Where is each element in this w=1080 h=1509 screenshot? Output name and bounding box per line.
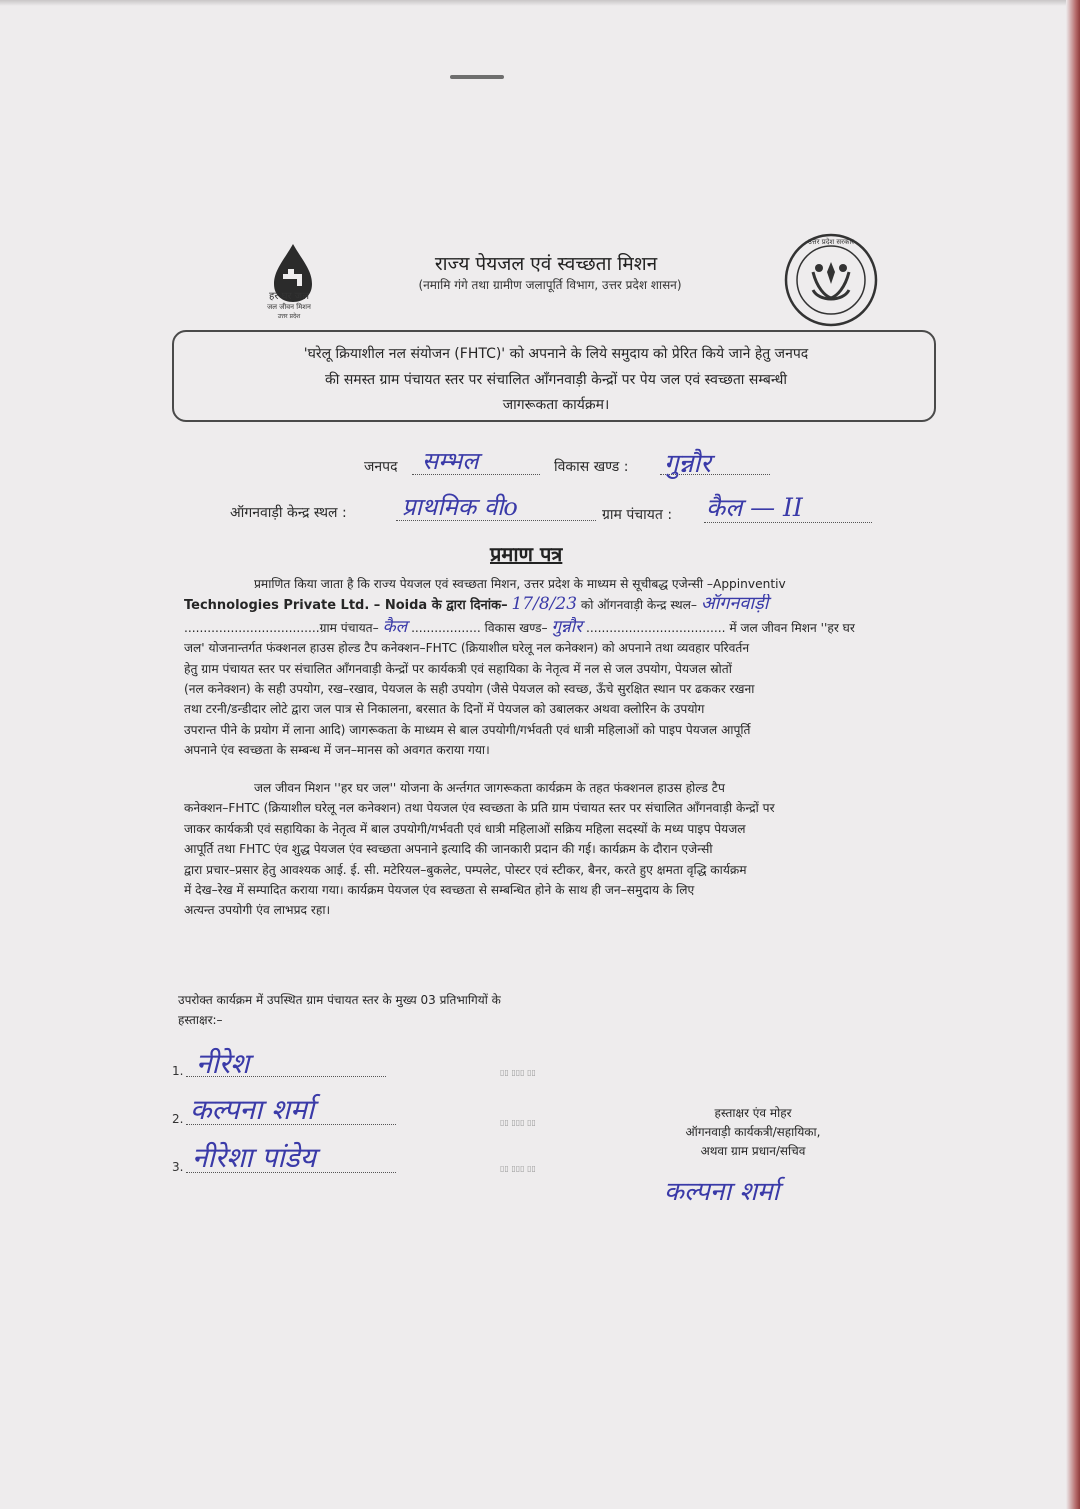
para2-line-7: अत्यन्त उपयोगी एंव लाभप्रद रहा। (184, 903, 331, 918)
para1-line-4: जल' योजनान्तर्गत फंक्शनल हाउस होल्ड टैप कनेक्शन–FHTC (क्रियाशील घरेलू नल कनेक्शन) को अपनाने तथा व्यवहार परिवर्तन (184, 641, 750, 656)
para2-line-4: आपूर्ति तथा FHTC एंव शुद्ध पेयजल एंव स्वच्छता अपनाने इत्यादि की जानकारी प्रदान की गई। कार्यक्रम के दौरान एजेन्सी (184, 842, 713, 857)
participant-1-number: 1. (172, 1064, 184, 1078)
district-value: सम्भल (422, 447, 479, 475)
para2-line-6: में देख–रेख में सम्पादित कराया गया। कार्यक्रम पेयजल एंव स्वच्छता से सम्बन्धित होने के साथ ही जन–समुदाय के लिए (184, 883, 695, 898)
participant-1-signature: नीरेश (196, 1047, 250, 1080)
participant-3 (172, 1160, 183, 1174)
agency-text: Technologies Private Ltd. – Noida के द्वारा दिनांक– (184, 598, 508, 614)
block-value: गुन्नौर (664, 449, 711, 479)
para1-line-7: तथा टरनी/डन्डीदार लोटे द्वारा जल पात्र से निकालना, बरसात के दिनों में पेयजल को उबालकर अथवा क्लोरिन के उपयोग (184, 702, 705, 717)
panchayat-text: ...................................ग्राम पंचायत– (184, 620, 379, 635)
panchayat-label: ग्राम पंचायत : (602, 507, 673, 523)
program-line-3: जागरूकता कार्यक्रम। (502, 397, 610, 413)
svg-text:उत्तर प्रदेश सरकार: उत्तर प्रदेश सरकार (807, 238, 855, 246)
para1-line-8: उपरान्त पीने के प्रयोग में लाना आदि) जागरूकता के माध्यम से बाल उपयोगी/गर्भवती एवं धात्री महिलाओं को पाइप पेयजल आपूर्ति (184, 722, 751, 737)
paper-top-shadow (0, 0, 1080, 6)
participant-2-signature: कल्पना शर्मा (190, 1093, 315, 1126)
up-government-seal-icon (783, 232, 879, 328)
certificate-paragraph-1 (184, 574, 929, 761)
para2-line-1: जल जीवन मिशन ''हर घर जल'' योजना के अर्न्तगत जागरूकता कार्यक्रम के तहत फंक्शनल हाउस होल्ड टैप (254, 781, 725, 795)
program-line-1: 'घरेलू क्रियाशील नल संयोजन (FHTC)' को अपनाने के लिये समुदाय को प्रेरित किये जाने हेतु जनपद (303, 346, 809, 362)
anganwadi-label: ऑगनवाड़ी केन्द्र स्थल : (230, 505, 347, 521)
signatures-heading (178, 990, 618, 1030)
participant-3-number: 3. (172, 1160, 184, 1174)
desk-edge (1066, 0, 1080, 1509)
program-site: ऑगनवाड़ी (700, 594, 769, 615)
para2-line-3: जाकर कार्यकत्री एवं सहायिका के नेतृत्व में बाल उपयोगी/गर्भवती एवं धात्री महिलाओं सक्रिय महिला सदस्यों के मध्य पाइप पेयजल (184, 821, 746, 836)
para1-line-3: ...................................ग्राम पंचायत– कैल .................. विकास खण्ड– गुन्नौर .................................... में जल जीवन मिशन ''हर घर (184, 616, 855, 637)
authority-line-3: अथवा ग्राम प्रधान/सचिव (700, 1144, 806, 1158)
program-line-2: की समस्त ग्राम पंचायत स्तर पर संचालित आँगनवाड़ी केन्द्रों पर पेय जल एवं स्वच्छता सम्बन्धी (324, 372, 787, 388)
block-text: विकास खण्ड– (484, 620, 548, 635)
signatures-heading-line-1: उपरोक्त कार्यक्रम में उपस्थित ग्राम पंचायत स्तर के मुख्य 03 प्रतिभागियों के (178, 993, 501, 1007)
program-panchayat: कैल (382, 616, 408, 637)
para1-line-9: अपनाने एंव स्वच्छता के सम्बन्ध में जन–मानस को अवगत कराया गया। (184, 743, 490, 758)
para1-line-5: हेतु ग्राम पंचायत स्तर पर संचालित आँगनवाड़ी केन्द्रों पर कार्यकत्री एवं सहायिका के नेतृत्व में नल से जल उपयोग, पेयजल स्रोतों (184, 661, 732, 676)
authority-block (648, 1104, 858, 1161)
pencil-mark (450, 75, 504, 79)
authority-line-2: ऑगनवाड़ी कार्यकत्री/सहायिका, (685, 1125, 821, 1139)
para1-line-6: (नल कनेक्शन) के सही उपयोग, रख–रखाव, पेयजल के सही उपयोग (जैसे पेयजल को स्वच्छ, ऊँचे सुरक्षित स्थान पर ढककर रखना (184, 682, 755, 697)
program-block: गुन्नौर (551, 616, 583, 637)
authority-signature: कल्पना शर्मा (664, 1177, 780, 1207)
signatures-heading-line-2: हस्ताक्षर:– (178, 1013, 223, 1027)
mission-title: राज्य पेयजल एवं स्वच्छता मिशन (434, 253, 658, 275)
to-anganwadi-text: को ऑगनवाड़ी केन्द्र स्थल– (580, 598, 697, 613)
certificate-paragraph-2 (184, 778, 929, 921)
faint-print-3: ▯▯ ▯▯▯ ▯▯ (500, 1164, 536, 1173)
mission-subtitle: (नमामि गंगे तथा ग्रामीण जलापूर्ति विभाग, उत्तर प्रदेश शासन) (418, 278, 682, 292)
block-label: विकास खण्ड : (554, 459, 629, 475)
participant-3-signature: नीरेशा पांडेय (192, 1141, 316, 1174)
participant-2-number: 2. (172, 1112, 184, 1126)
faint-print-2: ▯▯ ▯▯▯ ▯▯ (500, 1118, 536, 1127)
panchayat-value: कैल — II (706, 493, 803, 522)
para2-line-5: द्वारा प्रचार–प्रसार हेतु आवश्यक आई. ई. सी. मटेरियल–बुकलेट, पम्पलेट, पोस्टर एवं स्टीकर, बैनर, करते हुए क्षमता वृद्धि कार्यक्रम (184, 862, 747, 877)
logo-caption: हर घर जल जल जीवन मिशन उत्तर प्रदेश (267, 291, 311, 320)
para1-line-2 (184, 594, 929, 616)
district-label: जनपद (364, 459, 398, 475)
participant-2 (172, 1112, 183, 1126)
mission-text: में जल जीवन मिशन ''हर घर (729, 620, 855, 635)
participant-1 (172, 1064, 183, 1078)
para1-line-1: प्रमाणित किया जाता है कि राज्य पेयजल एवं स्वच्छता मिशन, उत्तर प्रदेश के माध्यम से सूचीबद्ध एजेन्सी –Appinventiv (254, 577, 786, 591)
program-title-box (172, 330, 936, 422)
faint-print-1: ▯▯ ▯▯▯ ▯▯ (500, 1068, 536, 1077)
authority-line-1: हस्ताक्षर एंव मोहर (714, 1106, 792, 1120)
certificate-title: प्रमाण पत्र (490, 542, 563, 566)
program-date: 17/8/23 (511, 594, 578, 615)
anganwadi-value: प्राथमिक वीo (402, 493, 518, 521)
para2-line-2: कनेक्शन–FHTC (क्रियाशील घरेलू नल कनेक्शन) तथा पेयजल एंव स्वच्छता के प्रति ग्राम पंचायत स्तर पर संचालित आँगनवाड़ी केन्द्रों पर (184, 801, 775, 816)
